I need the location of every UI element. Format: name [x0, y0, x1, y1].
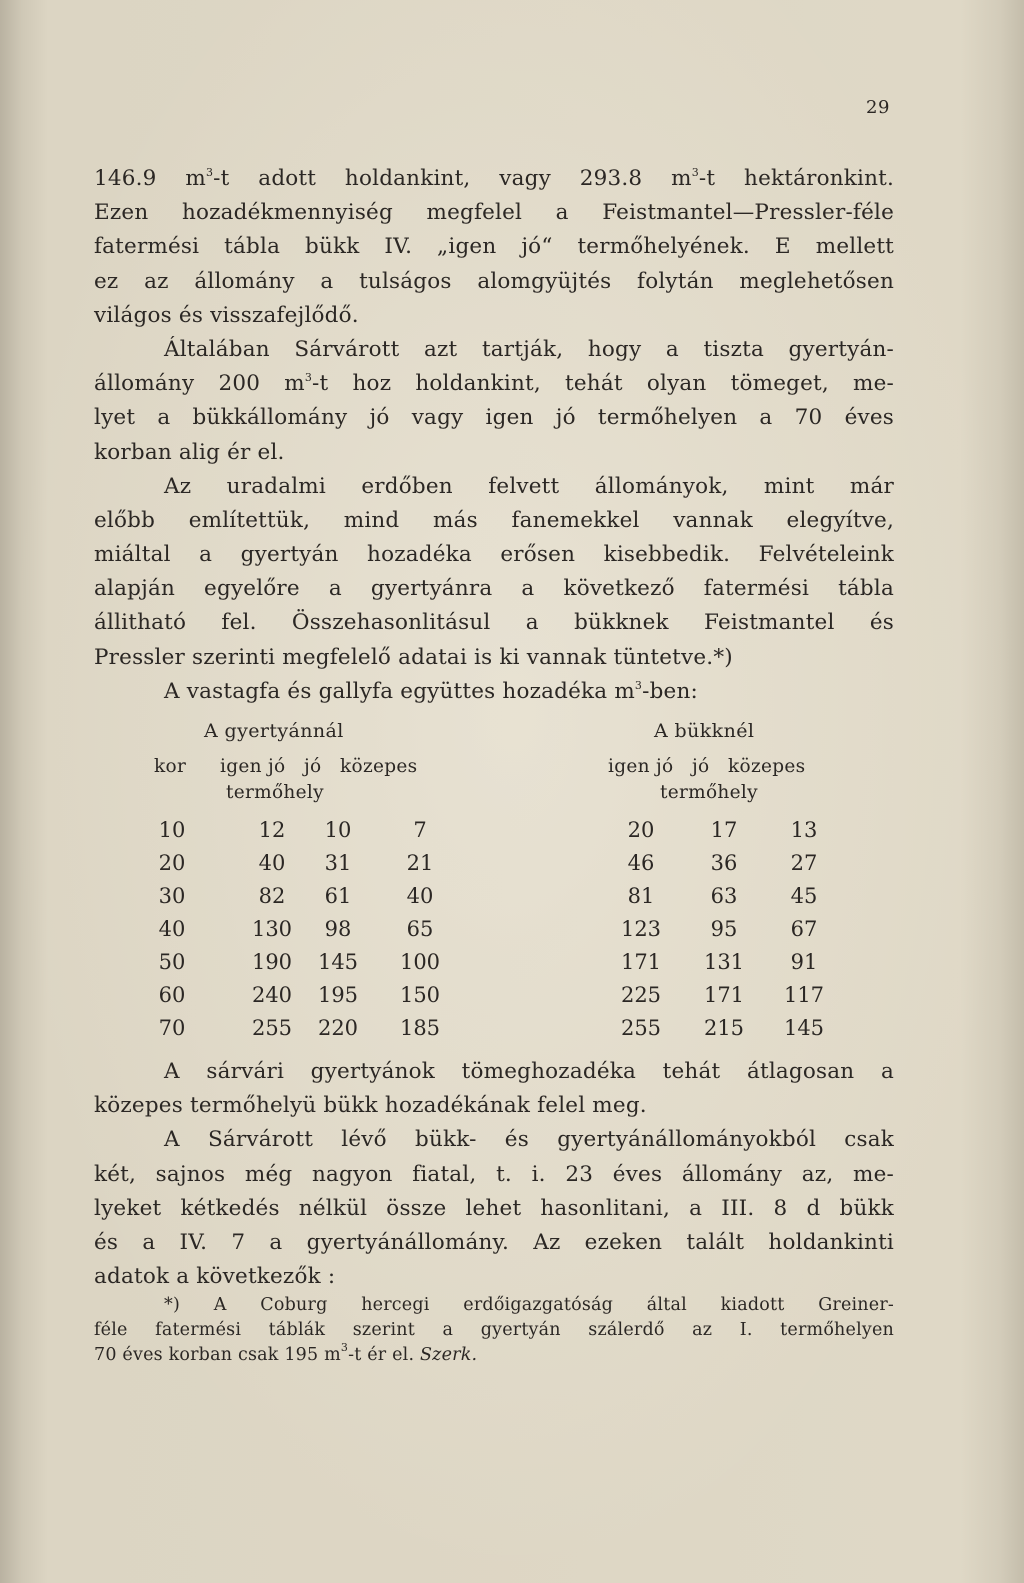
table-cell: 21 [406, 851, 434, 875]
text-line: A sárvári gyertyánok tömeghozadéka tehát átlagosan a [164, 1059, 894, 1084]
table-row [94, 818, 894, 851]
text-line: lyeket kétkedés nélkül össze lehet hasonlitani, a III. 8 d bükk [94, 1195, 894, 1221]
footnote-line: 70 éves korban csak 195 $m^3-t$ ér el. Szerk. [94, 1341, 478, 1365]
table-col-bukk-sub: termőhely [660, 782, 758, 803]
table-cell: 255 [620, 1016, 662, 1040]
table-cell: 117 [783, 983, 825, 1007]
table-cell: 61 [324, 884, 352, 908]
table-cell: 40 [406, 884, 434, 908]
table-cell: 10 [158, 818, 186, 842]
text-line: A Sárvárott lévő bükk- és gyertyánállományokból csak [164, 1127, 894, 1153]
table-cell: 10 [324, 818, 352, 842]
table-cell: 70 [158, 1016, 186, 1040]
table-cell: 30 [158, 884, 186, 908]
text-line: előbb említettük, mind más fanemekkel vannak elegyítve, [94, 507, 894, 533]
table-cell: 130 [251, 917, 293, 941]
body-text-bottom [94, 1055, 894, 1294]
table-cell: 45 [790, 884, 818, 908]
table-col-gyertyan-sub: termőhely [226, 782, 324, 803]
text-line: 146.9 $m^3-t$ adott holdankint, vagy 293.8 $m^3-t$ hektáronkint. [94, 166, 894, 191]
text-line: közepes termőhelyü bükk hozadékának felel meg. [94, 1093, 647, 1119]
table-row [94, 917, 894, 950]
table-cell: 215 [703, 1016, 745, 1040]
table-cell: 195 [317, 983, 359, 1007]
table-row [94, 983, 894, 1016]
table-cell: 40 [158, 917, 186, 941]
footnote-signature: Szerk. [419, 1345, 478, 1365]
table-row [94, 950, 894, 983]
text-line: A vastagfa és gallyfa együttes hozadéka $m^3$-ben: [164, 678, 698, 704]
text-line: Az uradalmi erdőben felvett állományok, mint már [164, 473, 894, 499]
table-cell: 67 [790, 917, 818, 941]
text-line: lyet a bükkállomány jó vagy igen jó termőhelyen a 70 éves [94, 405, 894, 431]
text-line: és a IV. 7 a gyertyánállomány. Az ezeken talált holdankinti [94, 1229, 894, 1255]
text-line: fatermési tábla bükk IV. „igen jó“ termőhelyének. E mellett [94, 234, 894, 260]
table-row [94, 851, 894, 884]
table-cell: 220 [317, 1016, 359, 1040]
page-number: 29 [866, 97, 890, 118]
table-cell: 20 [158, 851, 186, 875]
table-cell: 150 [399, 983, 441, 1007]
table-cell: 131 [703, 950, 745, 974]
text-line: állomány 200 $m^3-t$ hoz holdankint, tehát olyan tömeget, me- [94, 371, 895, 397]
table-cell: 36 [710, 851, 738, 875]
table-cell: 7 [413, 818, 427, 842]
table-cell: 20 [627, 818, 655, 842]
table-cell: 12 [258, 818, 286, 842]
table-row [94, 884, 894, 917]
table-cell: 91 [790, 950, 818, 974]
text-line: két, sajnos még nagyon fiatal, t. i. 23 éves állomány az, me- [94, 1161, 894, 1187]
table-col-kor: kor [154, 756, 187, 777]
table-cell: 17 [710, 818, 738, 842]
table-cell: 145 [783, 1016, 825, 1040]
footnote [94, 1293, 894, 1368]
footnote-line: *) A Coburg hercegi erdőigazgatóság által kiadott Greiner- [164, 1295, 894, 1315]
table-group-bukk: A bükknél [654, 720, 755, 742]
table-cell: 171 [620, 950, 662, 974]
table-cell: 81 [627, 884, 655, 908]
body-text-top [94, 162, 894, 709]
text-line: állitható fel. Összehasonlitásul a bükknek Feistmantel és [94, 610, 894, 636]
table-row [94, 1016, 894, 1049]
table-cell: 171 [703, 983, 745, 1007]
table-cell: 40 [258, 851, 286, 875]
table-cell: 60 [158, 983, 186, 1007]
table-cell: 240 [251, 983, 293, 1007]
table-group-gyertyan: A gyertyánnál [204, 720, 344, 742]
table-cell: 185 [399, 1016, 441, 1040]
table-cell: 255 [251, 1016, 293, 1040]
table-cell: 13 [790, 818, 818, 842]
table-cell: 65 [406, 917, 434, 941]
table-cell: 46 [627, 851, 655, 875]
text-line: Pressler szerinti megfelelő adatai is ki vannak tüntetve.*) [94, 644, 733, 670]
table-cell: 190 [251, 950, 293, 974]
text-line: ez az állomány a tulságos alomgyüjtés folytán meglehetősen [94, 268, 894, 294]
table-cell: 95 [710, 917, 738, 941]
text-line: adatok a következők : [94, 1264, 336, 1290]
table-cell: 63 [710, 884, 738, 908]
table-cell: 100 [399, 950, 441, 974]
table-cell: 82 [258, 884, 286, 908]
text-line: Általában Sárvárott azt tartják, hogy a tiszta gyertyán- [164, 336, 894, 362]
table-cell: 225 [620, 983, 662, 1007]
table-cell: 27 [790, 851, 818, 875]
table-cell: 98 [324, 917, 352, 941]
table-cell: 31 [324, 851, 352, 875]
table-cell: 123 [620, 917, 662, 941]
text-line: alapján egyelőre a gyertyánra a következő fatermési tábla [94, 576, 894, 602]
table-cell: 145 [317, 950, 359, 974]
text-line: korban alig ér el. [94, 439, 285, 465]
text-line: világos és visszafejlődő. [94, 302, 359, 328]
table-col-gyertyan-heads: igen jó jó közepes [220, 756, 418, 777]
text-line: miáltal a gyertyán hozadéka erősen kisebbedik. Felvételeink [94, 542, 894, 568]
table-col-bukk-heads: igen jó jó közepes [608, 756, 806, 777]
footnote-line: féle fatermési táblák szerint a gyertyán szálerdő az I. termőhelyen [94, 1320, 894, 1340]
text-line: Ezen hozadékmennyiség megfelel a Feistmantel—Pressler-féle [94, 200, 894, 226]
table-cell: 50 [158, 950, 186, 974]
